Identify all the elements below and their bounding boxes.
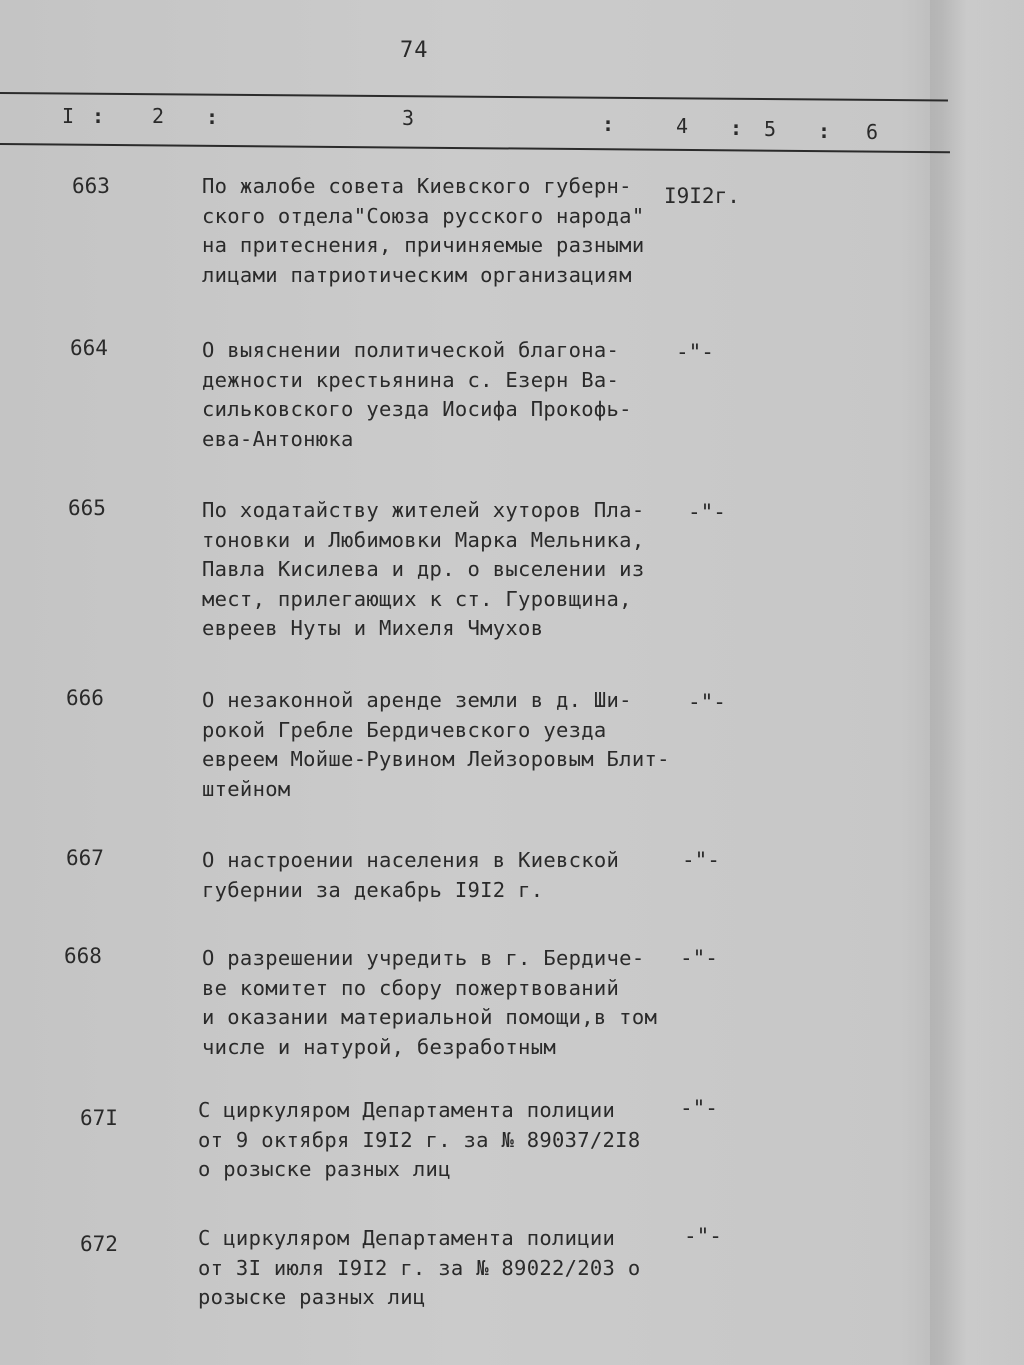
record-number: 667 [66,846,104,870]
record-text-line: О выяснении политической благона- [202,338,620,362]
header-rule-bottom [0,143,950,153]
record-text-line: Павла Кисилева и др. о выселении из [202,557,645,581]
column-separator: : [730,116,743,140]
record-number: 666 [66,686,104,710]
record-text-line: губернии за декабрь I9I2 г. [202,877,544,902]
record-text-line: тоновки и Любимовки Марка Мельника, [202,527,645,552]
record-number: 663 [72,174,110,198]
record-text-line: мест, прилегающих к ст. Гуровщина, [202,586,632,611]
record-text-line: По жалобе совета Киевского губерн- [202,174,632,198]
record-description [202,172,644,290]
record-description [202,496,644,644]
record-text-line: на притеснения, причиняемые разными [202,233,645,257]
record-description [198,1096,640,1185]
column-header-1: I [62,104,75,128]
record-date: -"- [688,500,726,524]
record-date: -"- [676,340,714,364]
record-date: -"- [680,1096,718,1120]
record-text-line: от 9 октября I9I2 г. за № 89037/2I8 [198,1127,641,1152]
record-date: -"- [680,946,718,970]
record-description [202,336,632,454]
column-header-3: 3 [402,106,415,130]
record-text-line: О незаконной аренде земли в д. Ши- [202,688,632,712]
record-number: 668 [64,944,102,968]
column-separator: : [602,112,615,136]
record-text-line: розыске разных лиц [198,1285,426,1309]
column-header-4: 4 [676,114,689,138]
record-number: 67I [80,1106,118,1130]
column-header-5: 5 [764,117,777,141]
column-separator: : [206,105,219,129]
record-text-line: ве комитет по сбору пожертвований [202,975,620,1000]
record-text-line: евреем Мойше-Рувином Лейзоровым Блит- [202,747,670,771]
record-text-line: штейном [202,776,291,801]
record-date: -"- [684,1224,722,1248]
record-description [198,1224,640,1313]
record-text-line: рокой Гребле Бердичевского уезда [202,717,607,742]
header-rule-top [0,92,948,101]
record-text-line: от 3I июля I9I2 г. за № 89022/203 о [198,1255,641,1280]
record-text-line: и оказании материальной помощи,в том [202,1005,658,1029]
record-text-line: О настроении населения в Киевской [202,848,620,872]
record-text-line: ева-Антонюка [202,426,354,451]
record-text-line: О разрешении учредить в г. Бердиче- [202,946,645,970]
record-text-line: сильковского уезда Иосифа Прокофь- [202,397,632,421]
record-text-line: дежности крестьянина с. Езерн Ва- [202,367,620,392]
column-separator: : [818,119,831,143]
page-number: 74 [400,38,429,63]
record-number: 664 [70,336,108,360]
record-text-line: числе и натурой, безработным [202,1034,556,1059]
record-text-line: лицами патриотическим организациям [202,262,632,287]
record-date: -"- [688,690,726,714]
record-text-line: евреев Нуты и Михеля Чмухов [202,616,544,640]
record-text-line: С циркуляром Департамента полиции [198,1098,616,1122]
record-text-line: С циркуляром Департамента полиции [198,1226,616,1250]
record-text-line: По ходатайству жителей хуторов Пла- [202,498,645,522]
record-description [202,944,657,1062]
record-number: 665 [68,496,106,520]
record-text-line: ского отдела"Союза русского народа" [202,203,645,228]
record-description [202,686,670,804]
record-text-line: о розыске разных лиц [198,1157,451,1181]
record-number: 672 [80,1232,118,1256]
record-date: I9I2г. [664,184,740,208]
record-description [202,846,619,905]
column-header-6: 6 [866,120,879,144]
record-date: -"- [682,848,720,872]
page-fold-shadow [930,0,1024,1365]
column-separator: : [92,104,105,128]
column-header-2: 2 [152,104,165,128]
